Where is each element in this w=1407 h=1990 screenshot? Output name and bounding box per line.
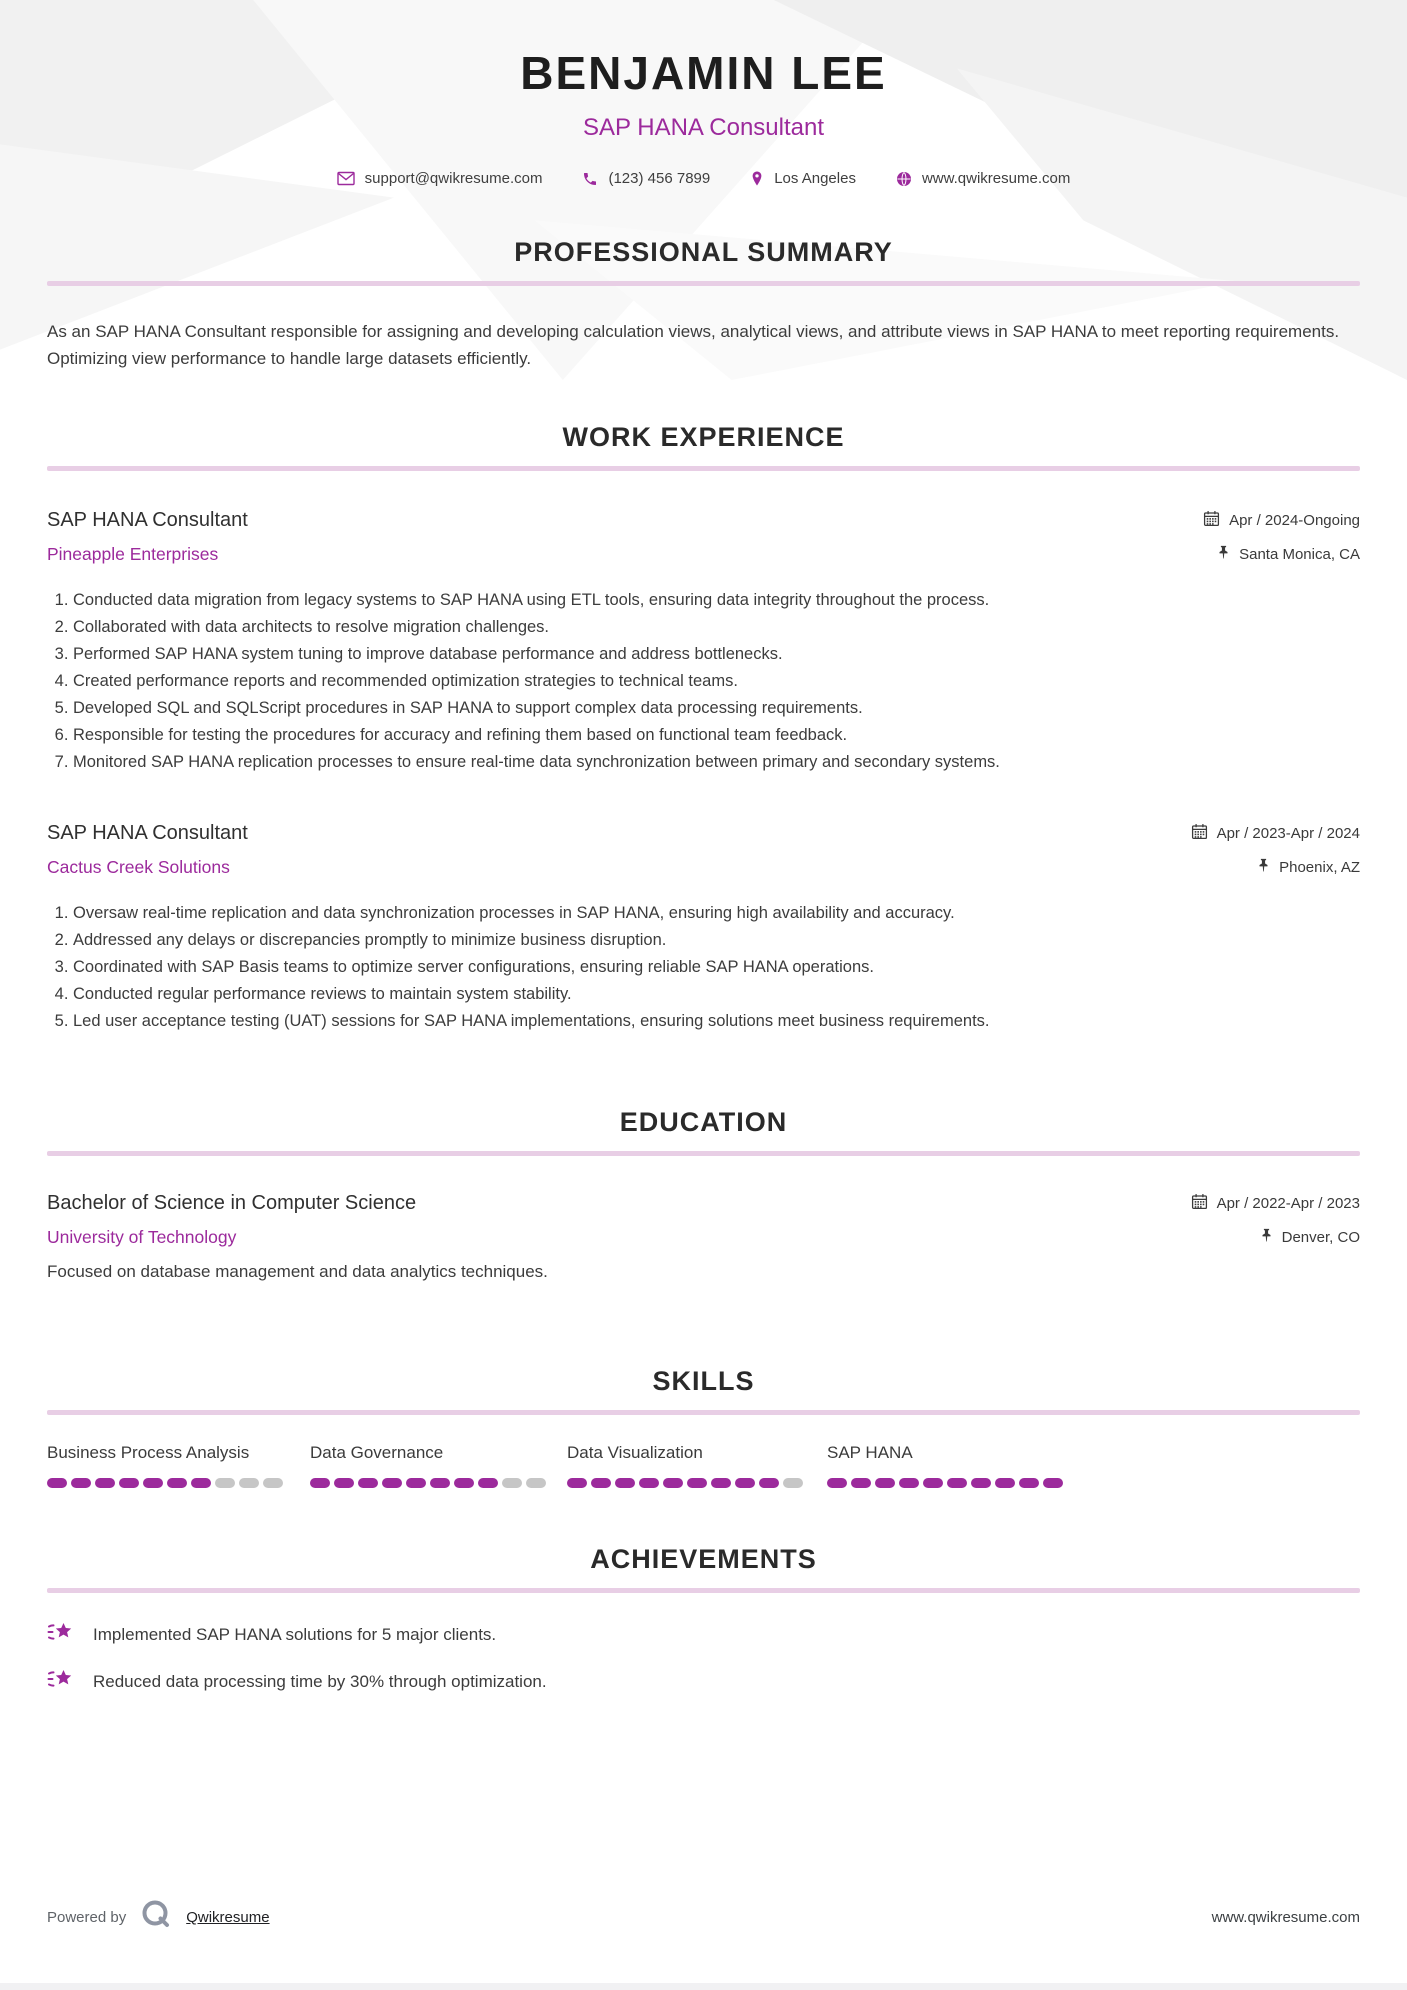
job-bullet: 1. Oversaw real-time replication and data synchronization processes in SAP HANA, ensuring high availability and accuracy. (73, 900, 1360, 927)
skill-segment-filled (310, 1478, 330, 1488)
contact-location (750, 170, 856, 187)
skill-segment-filled (406, 1478, 426, 1488)
section-divider (47, 1588, 1360, 1593)
section-heading-skills: SKILLS (652, 1366, 755, 1396)
job-bullet: 1. Conducted data migration from legacy systems to SAP HANA using ETL tools, ensuring data integrity throughout the process. (73, 587, 1360, 614)
page-bottom-edge (0, 1983, 1407, 1990)
envelope-icon (337, 171, 355, 186)
skill-segment-filled (567, 1478, 587, 1488)
degree-title: Bachelor of Science in Computer Science (47, 1192, 417, 1214)
job-title: SAP HANA Consultant (47, 509, 248, 531)
achievement-text: Reduced data processing time by 30% through optimization. (93, 1671, 547, 1691)
skill-segment-filled (851, 1478, 871, 1488)
skills-grid (47, 1443, 1360, 1488)
skill-segment-filled (119, 1478, 139, 1488)
section-heading-work: WORK EXPERIENCE (562, 422, 845, 452)
skill-segment-empty (502, 1478, 522, 1488)
education-entry (47, 1192, 1360, 1282)
qwikresume-link[interactable]: Qwikresume (186, 1909, 270, 1926)
skill-level-bar (47, 1478, 310, 1488)
skill-segment-empty (215, 1478, 235, 1488)
skill-segment-filled (191, 1478, 211, 1488)
job-role-subtitle: SAP HANA Consultant (582, 114, 825, 141)
page-footer (47, 1897, 1360, 1938)
shooting-star-icon (47, 1621, 73, 1648)
skill-label: Data Governance (310, 1443, 444, 1462)
job-bullet: 6. Responsible for testing the procedures for accuracy and refining them based on functional team feedback. (73, 722, 1360, 749)
achievement-item (47, 1668, 1360, 1695)
calendar-icon (1191, 1193, 1208, 1214)
section-divider (47, 1151, 1360, 1156)
section-heading-summary: PROFESSIONAL SUMMARY (514, 237, 893, 267)
skill-segment-filled (1043, 1478, 1063, 1488)
skill-segment-filled (759, 1478, 779, 1488)
skill-segment-filled (639, 1478, 659, 1488)
skill-segment-filled (382, 1478, 402, 1488)
job-date: Apr / 2024-Ongoing (1203, 510, 1360, 531)
skill-segment-filled (478, 1478, 498, 1488)
skill-segment-filled (591, 1478, 611, 1488)
skill-segment-empty (783, 1478, 803, 1488)
skill-label: SAP HANA (827, 1443, 913, 1462)
work-experience-entry (47, 509, 1360, 776)
job-title: SAP HANA Consultant (47, 822, 248, 844)
skill-segment-filled (47, 1478, 67, 1488)
job-bullet: 7. Monitored SAP HANA replication processes to ensure real-time data synchronization between primary and secondary systems. (73, 749, 1360, 776)
job-bullet: 5. Led user acceptance testing (UAT) sessions for SAP HANA implementations, ensuring solutions meet business requirements. (73, 1008, 1360, 1035)
pushpin-icon (1260, 1228, 1273, 1247)
skill-level-bar (567, 1478, 827, 1488)
globe-icon (896, 171, 912, 187)
education-date: Apr / 2022-Apr / 2023 (1191, 1193, 1360, 1214)
skill-segment-filled (711, 1478, 731, 1488)
achievement-list (47, 1621, 1360, 1695)
job-bullet: 3. Performed SAP HANA system tuning to improve database performance and address bottlenecks. (73, 641, 1360, 668)
skill-segment-filled (687, 1478, 707, 1488)
skill-label: Business Process Analysis (47, 1443, 250, 1462)
job-location: Phoenix, AZ (1257, 858, 1360, 877)
job-bullet: 2. Addressed any delays or discrepancies promptly to minimize business disruption. (73, 927, 1360, 954)
job-bullet: 5. Developed SQL and SQLScript procedures in SAP HANA to support complex data processing requirements. (73, 695, 1360, 722)
skill-item (47, 1443, 310, 1488)
calendar-icon (1203, 510, 1220, 531)
shooting-star-icon (47, 1668, 73, 1695)
skill-segment-filled (995, 1478, 1015, 1488)
skill-level-bar (310, 1478, 567, 1488)
skill-item (827, 1443, 1107, 1488)
section-divider (47, 1410, 1360, 1415)
skill-segment-filled (143, 1478, 163, 1488)
school-name: University of Technology (47, 1227, 237, 1247)
job-bullet: 4. Conducted regular performance reviews to maintain system stability. (73, 981, 1360, 1008)
skill-segment-empty (263, 1478, 283, 1488)
skill-segment-filled (358, 1478, 378, 1488)
company-name: Pineapple Enterprises (47, 544, 219, 564)
job-bullet: 4. Created performance reports and recommended optimization strategies to technical teams. (73, 668, 1360, 695)
job-bullet: 2. Collaborated with data architects to resolve migration challenges. (73, 614, 1360, 641)
skill-item (310, 1443, 567, 1488)
skill-item (567, 1443, 827, 1488)
contact-website (896, 170, 1070, 187)
skill-segment-filled (923, 1478, 943, 1488)
skill-segment-filled (735, 1478, 755, 1488)
location-text: Los Angeles (774, 170, 856, 187)
skill-segment-filled (663, 1478, 683, 1488)
skill-segment-filled (971, 1478, 991, 1488)
email-text: support@qwikresume.com (364, 170, 543, 187)
achievement-text: Implemented SAP HANA solutions for 5 major clients. (93, 1624, 497, 1644)
skill-segment-filled (71, 1478, 91, 1488)
powered-by-label: Powered by (47, 1909, 127, 1926)
education-location: Denver, CO (1260, 1228, 1360, 1247)
skill-segment-filled (875, 1478, 895, 1488)
job-list (47, 509, 1360, 1035)
skill-segment-filled (95, 1478, 115, 1488)
skill-segment-filled (947, 1478, 967, 1488)
phone-icon (582, 171, 598, 187)
calendar-icon (1191, 823, 1208, 844)
skill-segment-filled (430, 1478, 450, 1488)
skill-segment-filled (167, 1478, 187, 1488)
page-title: BENJAMIN LEE (520, 47, 887, 99)
phone-text: (123) 456 7899 (608, 170, 711, 187)
company-name: Cactus Creek Solutions (47, 857, 230, 877)
skill-segment-empty (239, 1478, 259, 1488)
contact-phone (582, 170, 710, 187)
pin-icon (750, 170, 764, 187)
job-bullet-list (47, 900, 1360, 1035)
qwikresume-q-logo (138, 1897, 174, 1938)
contact-row (47, 170, 1360, 187)
website-text: www.qwikresume.com (921, 170, 1071, 187)
skill-level-bar (827, 1478, 1107, 1488)
section-heading-achievements: ACHIEVEMENTS (590, 1544, 817, 1574)
achievement-item (47, 1621, 1360, 1648)
footer-website: www.qwikresume.com (1211, 1909, 1360, 1926)
skill-label: Data Visualization (567, 1443, 703, 1462)
job-location: Santa Monica, CA (1217, 545, 1360, 564)
skill-segment-filled (1019, 1478, 1039, 1488)
skill-segment-empty (526, 1478, 546, 1488)
pushpin-icon (1257, 858, 1270, 877)
skill-segment-filled (334, 1478, 354, 1488)
section-divider (47, 466, 1360, 471)
education-note: Focused on database management and data analytics techniques. (47, 1262, 548, 1281)
skill-segment-filled (899, 1478, 919, 1488)
work-experience-entry (47, 822, 1360, 1035)
pushpin-icon (1217, 545, 1230, 564)
section-divider (47, 281, 1360, 286)
section-heading-education: EDUCATION (619, 1107, 788, 1137)
summary-paragraph: As an SAP HANA Consultant responsible for assigning and developing calculation views, analytical views, and attribute views in SAP HANA to meet reporting requirements. Optimizing view performance to handle large datasets efficiently. (47, 322, 1340, 368)
skill-segment-filled (827, 1478, 847, 1488)
job-date: Apr / 2023-Apr / 2024 (1191, 823, 1360, 844)
skill-segment-filled (454, 1478, 474, 1488)
job-bullet: 3. Coordinated with SAP Basis teams to optimize server configurations, ensuring reliable SAP HANA operations. (73, 954, 1360, 981)
job-bullet-list (47, 587, 1360, 776)
contact-email (337, 170, 543, 187)
skill-segment-filled (615, 1478, 635, 1488)
